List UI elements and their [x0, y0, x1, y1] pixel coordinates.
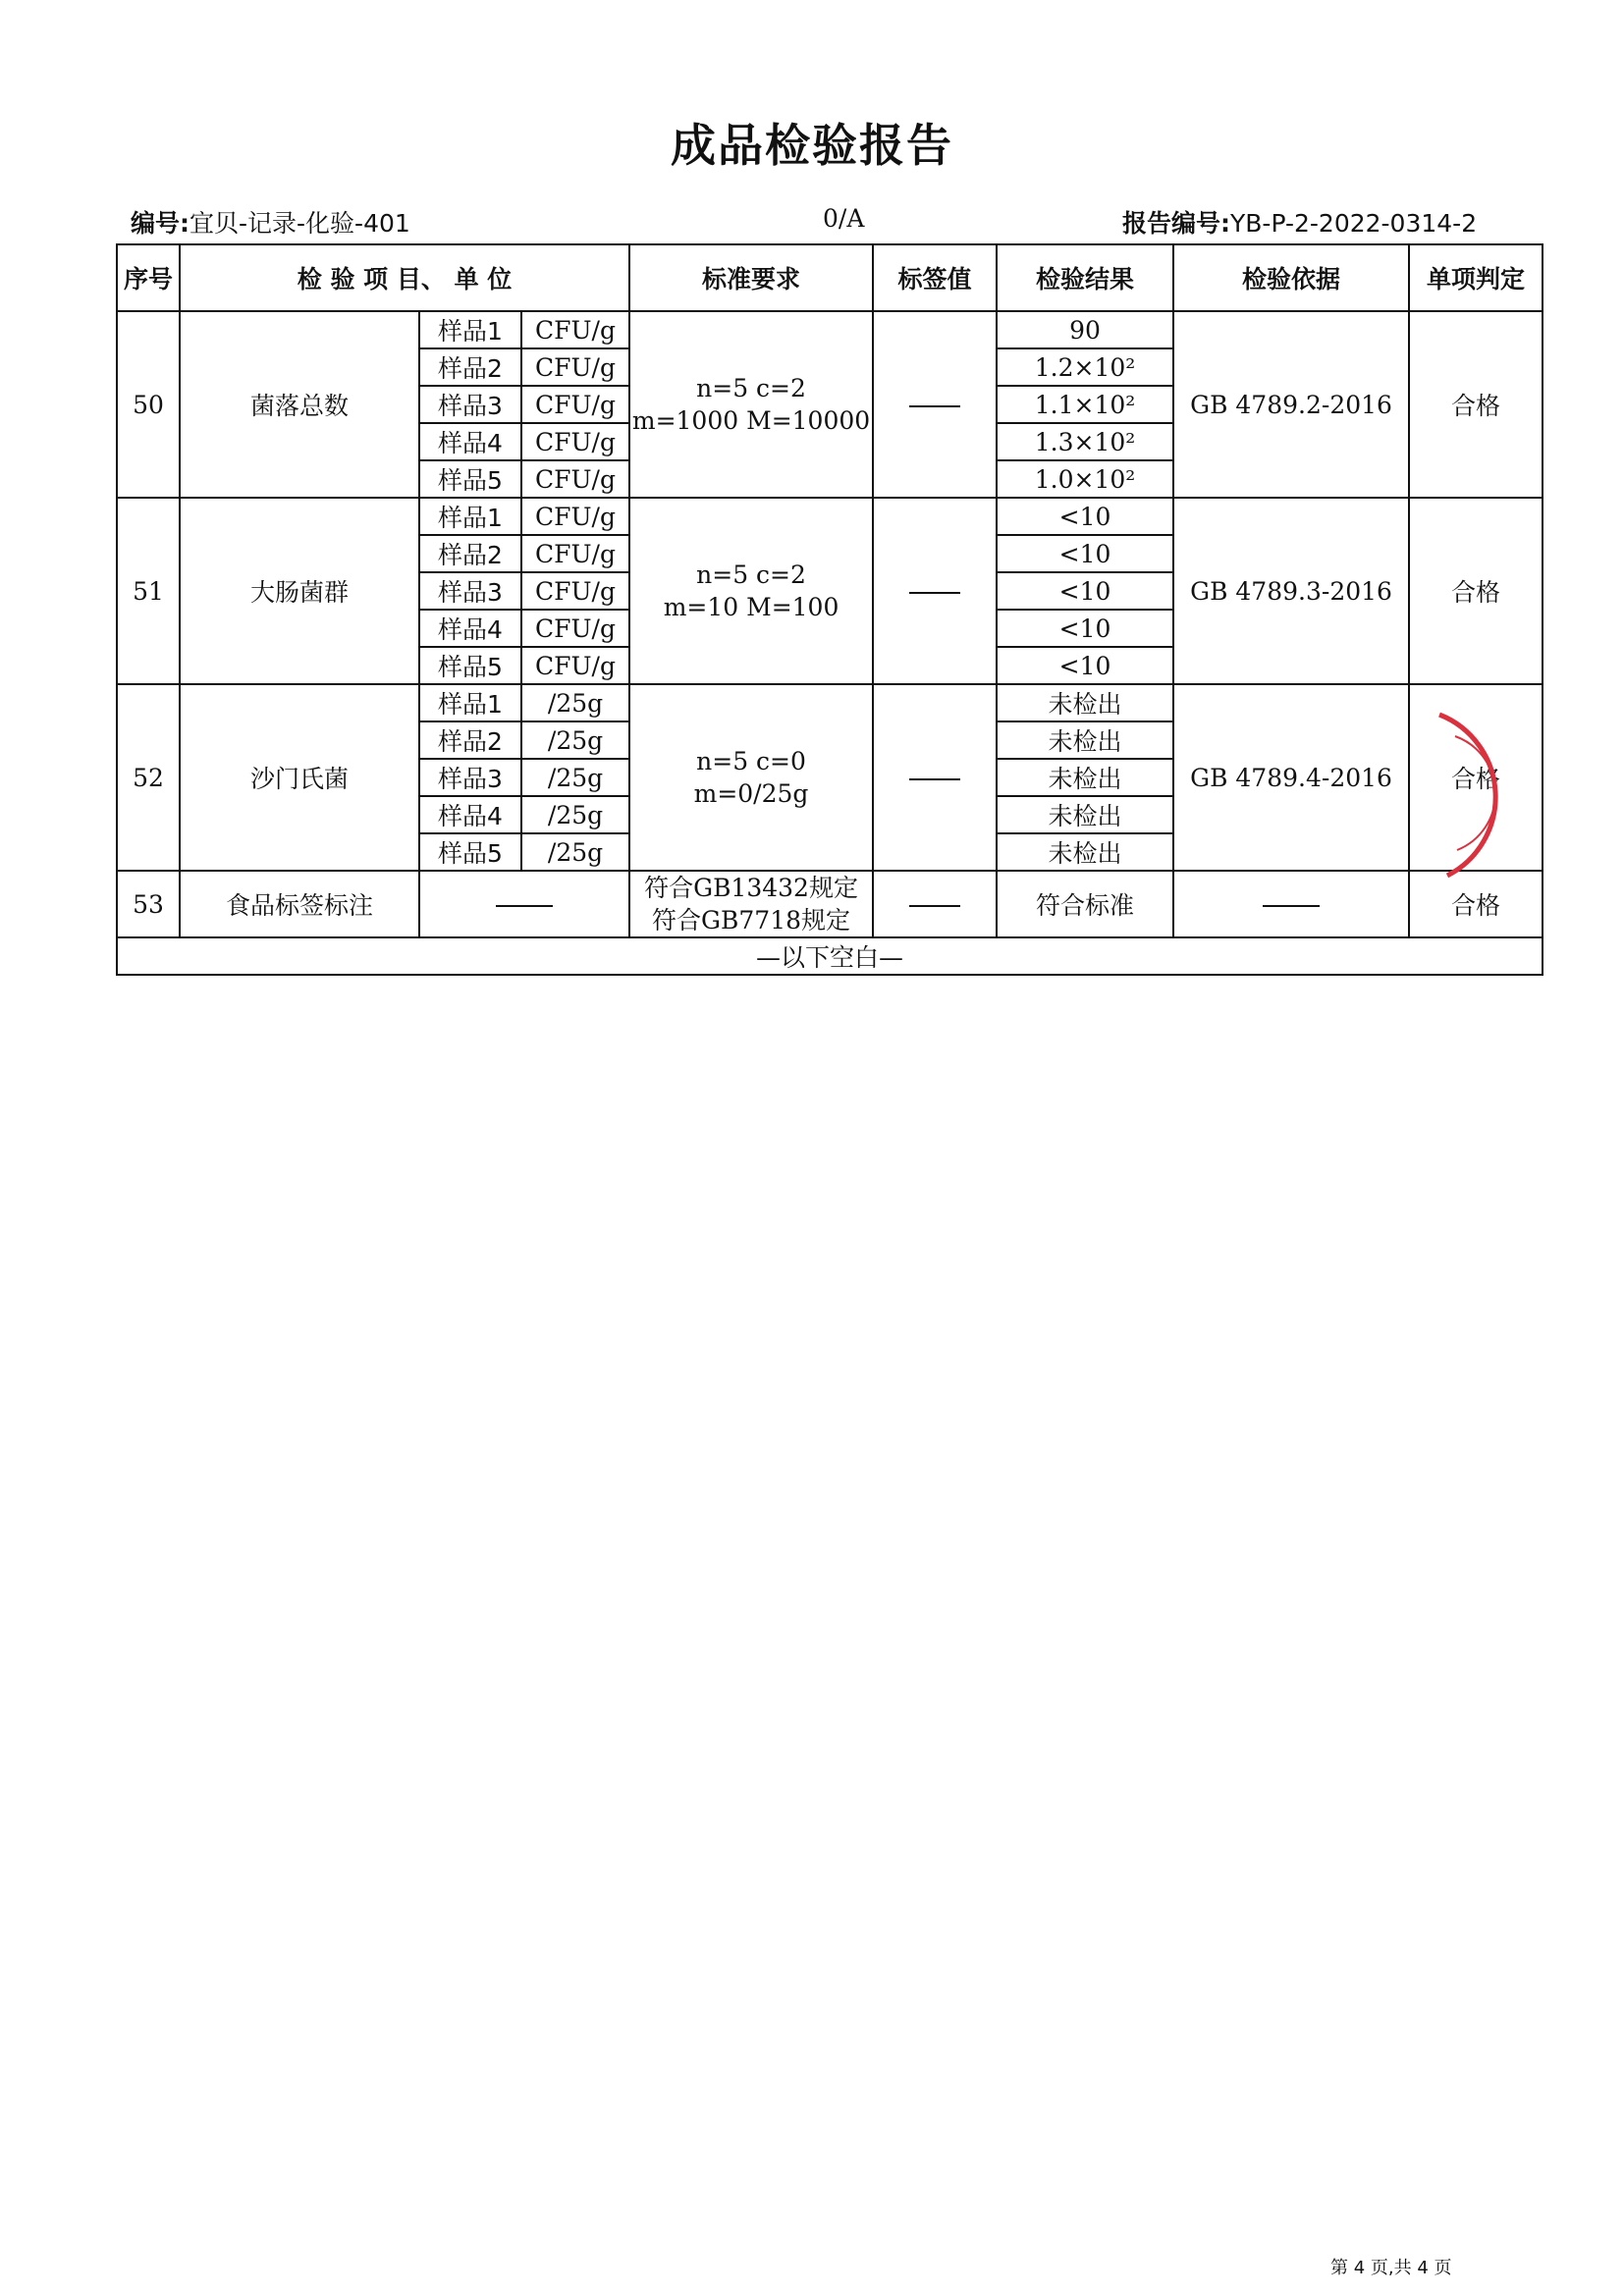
- requirement-line-1: n=5 c=2: [696, 374, 806, 402]
- sample-result: 未检出: [997, 833, 1173, 871]
- table-row: [117, 684, 1543, 721]
- sample-label: 样品5: [419, 647, 521, 684]
- sample-label: 样品5: [419, 833, 521, 871]
- document-version: 0/A: [823, 204, 865, 233]
- sample-unit: /25g: [521, 759, 629, 796]
- sample-unit: CFU/g: [521, 610, 629, 647]
- sample-label: 样品3: [419, 759, 521, 796]
- sample-unit: CFU/g: [521, 535, 629, 572]
- row-seq: 53: [117, 871, 180, 937]
- header-verdict: 单项判定: [1409, 244, 1543, 311]
- sample-result: 1.1×10²: [997, 386, 1173, 423]
- header-basis: 检验依据: [1173, 244, 1409, 311]
- row-requirement: [629, 684, 873, 871]
- document-code: [131, 204, 410, 240]
- table-row-label: [117, 871, 1543, 937]
- requirement-line-2: 符合GB7718规定: [652, 906, 851, 934]
- row-verdict: 合格: [1409, 684, 1543, 871]
- sample-label: 样品4: [419, 796, 521, 833]
- sample-result: <10: [997, 535, 1173, 572]
- sample-unit: /25g: [521, 833, 629, 871]
- table-row-blank: [117, 937, 1543, 975]
- sample-label: 样品2: [419, 535, 521, 572]
- sample-result: <10: [997, 572, 1173, 610]
- row-seq: 51: [117, 498, 180, 684]
- row-requirement: [629, 311, 873, 498]
- label-value-dash: [873, 684, 997, 871]
- report-title: 成品检验报告: [671, 119, 953, 172]
- report-number-value: YB-P-2-2022-0314-2: [1230, 209, 1478, 238]
- row-item-name: 大肠菌群: [180, 498, 419, 684]
- row-verdict: 合格: [1409, 311, 1543, 498]
- sample-label: 样品4: [419, 423, 521, 460]
- sample-unit: /25g: [521, 684, 629, 721]
- sample-result: <10: [997, 498, 1173, 535]
- sample-unit: /25g: [521, 796, 629, 833]
- header-seq: 序号: [117, 244, 180, 311]
- sample-label: 样品5: [419, 460, 521, 498]
- sample-result: 未检出: [997, 684, 1173, 721]
- row-item-name: 沙门氏菌: [180, 684, 419, 871]
- row-basis: GB 4789.2-2016: [1173, 311, 1409, 498]
- label-row-unit-dash: [419, 871, 629, 937]
- sample-label: 样品2: [419, 348, 521, 386]
- row-requirement: [629, 871, 873, 937]
- sample-unit: CFU/g: [521, 460, 629, 498]
- sample-unit: CFU/g: [521, 348, 629, 386]
- sample-label: 样品3: [419, 386, 521, 423]
- requirement-line-1: 符合GB13432规定: [644, 874, 858, 902]
- table-row: [117, 311, 1543, 348]
- sample-result: 未检出: [997, 759, 1173, 796]
- sample-unit: CFU/g: [521, 423, 629, 460]
- sample-result: 90: [997, 311, 1173, 348]
- sample-result: 1.2×10²: [997, 348, 1173, 386]
- page-footer: 第 4 页,共 4 页: [1330, 2258, 1452, 2278]
- sample-unit: CFU/g: [521, 386, 629, 423]
- table-header-row: [117, 244, 1543, 311]
- requirement-line-2: m=10 M=100: [663, 593, 839, 621]
- requirement-line-1: n=5 c=2: [696, 561, 806, 589]
- sample-unit: CFU/g: [521, 311, 629, 348]
- requirement-line-1: n=5 c=0: [696, 747, 806, 775]
- header-label-value: 标签值: [873, 244, 997, 311]
- sample-label: 样品1: [419, 311, 521, 348]
- sample-result: 1.0×10²: [997, 460, 1173, 498]
- sample-unit: CFU/g: [521, 498, 629, 535]
- sample-unit: CFU/g: [521, 647, 629, 684]
- sample-result: 未检出: [997, 721, 1173, 759]
- row-basis: GB 4789.4-2016: [1173, 684, 1409, 871]
- sample-result: 未检出: [997, 796, 1173, 833]
- requirement-line-2: m=1000 M=10000: [631, 406, 871, 435]
- document-code-value: 宜贝-记录-化验-401: [189, 209, 410, 238]
- sample-label: 样品2: [419, 721, 521, 759]
- requirement-line-2: m=0/25g: [693, 779, 809, 808]
- sample-result: <10: [997, 610, 1173, 647]
- sample-result: 1.3×10²: [997, 423, 1173, 460]
- sample-unit: CFU/g: [521, 572, 629, 610]
- row-verdict: 合格: [1409, 871, 1543, 937]
- sample-label: 样品1: [419, 684, 521, 721]
- row-seq: 52: [117, 684, 180, 871]
- sample-label: 样品1: [419, 498, 521, 535]
- inspection-table: [116, 243, 1543, 976]
- blank-note: —以下空白—: [117, 937, 1543, 975]
- header-result: 检验结果: [997, 244, 1173, 311]
- basis-dash: [1173, 871, 1409, 937]
- row-basis: GB 4789.3-2016: [1173, 498, 1409, 684]
- sample-label: 样品4: [419, 610, 521, 647]
- header-standard: 标准要求: [629, 244, 873, 311]
- row-item-name: 食品标签标注: [180, 871, 419, 937]
- table-row: [117, 498, 1543, 535]
- sample-unit: /25g: [521, 721, 629, 759]
- sample-label: 样品3: [419, 572, 521, 610]
- report-number-label: 报告编号:: [1122, 209, 1230, 238]
- row-requirement: [629, 498, 873, 684]
- label-value-dash: [873, 498, 997, 684]
- sample-result: <10: [997, 647, 1173, 684]
- row-seq: 50: [117, 311, 180, 498]
- row-verdict: 合格: [1409, 498, 1543, 684]
- report-number: [1122, 204, 1477, 240]
- row-item-name: 菌落总数: [180, 311, 419, 498]
- row-result: 符合标准: [997, 871, 1173, 937]
- header-item: 检 验 项 目、 单 位: [180, 244, 629, 311]
- document-code-label: 编号:: [131, 209, 189, 238]
- label-value-dash: [873, 871, 997, 937]
- label-value-dash: [873, 311, 997, 498]
